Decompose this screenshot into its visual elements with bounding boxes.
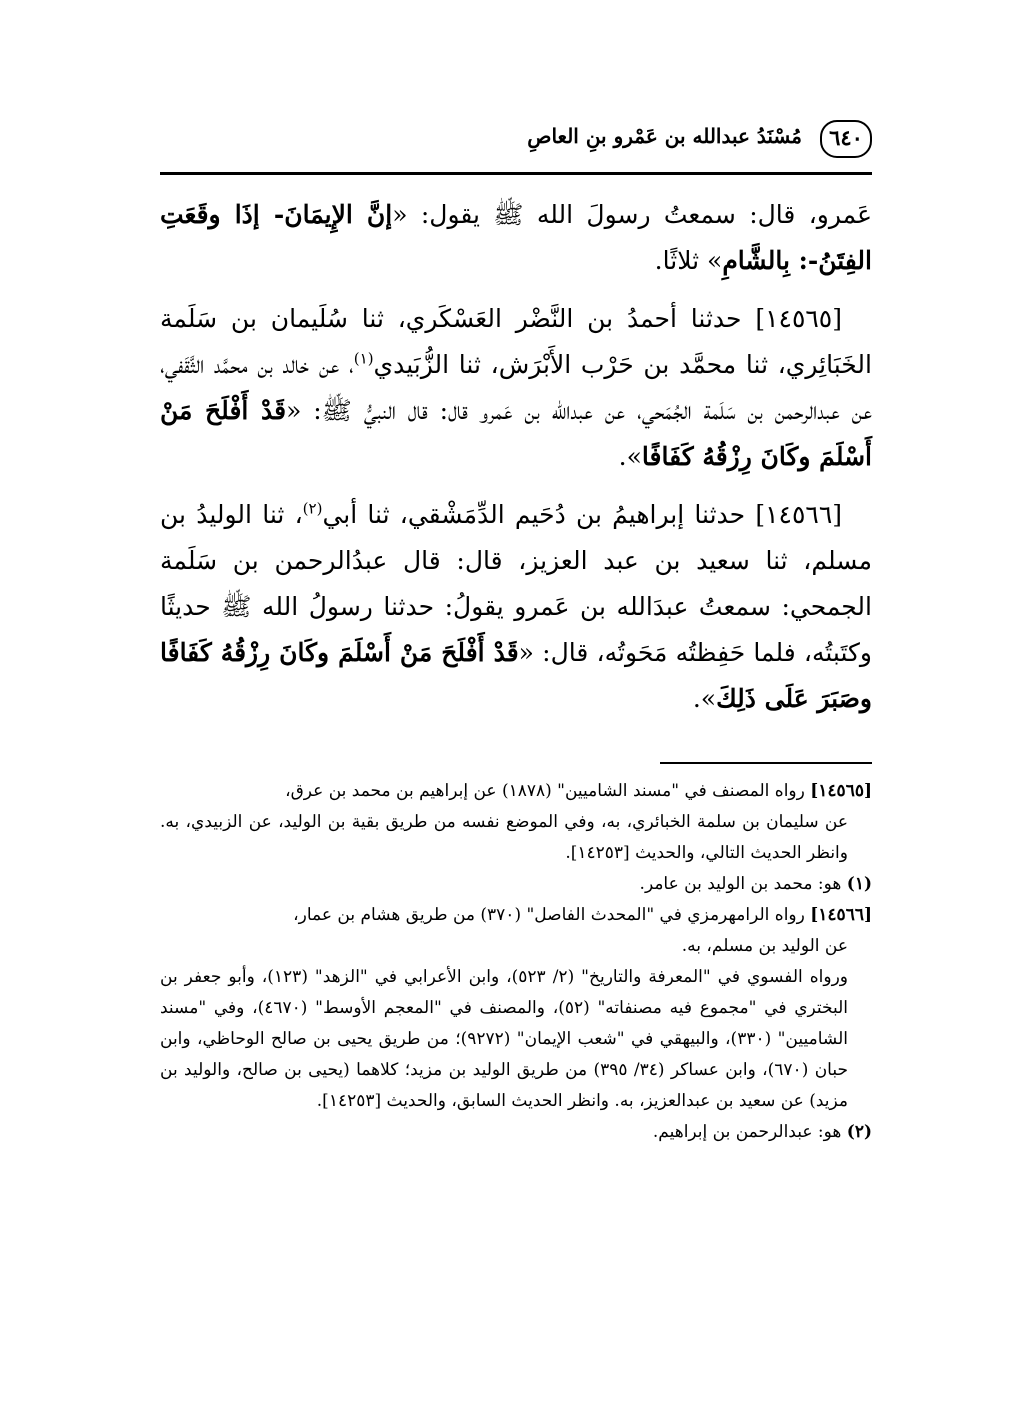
footnote-lead: هو: محمد بن الوليد بن عامر. <box>639 874 847 894</box>
running-title: مُسْنَدُ عبدالله بن عَمْرو بنِ العاصِ <box>527 124 802 148</box>
footnote-key: (٢) <box>846 1122 872 1142</box>
hadith-text: قَدْ أَفْلَحَ مَنْ أَسْلَمَ وكَانَ رِزْقُهُ كَفَافًا وصَبَرَ عَلَى ذَلِكَ <box>160 638 872 713</box>
footnote <box>160 776 872 869</box>
footnote <box>160 900 872 1117</box>
body-paragraph <box>160 296 872 480</box>
footnote-separator <box>660 762 872 764</box>
footnote-lead: رواه المصنف في "مسند الشاميين" (١٨٧٨) عن إبراهيم بن محمد بن عرق، <box>285 781 811 801</box>
text-segment: ، عن خالد بن محمَّد الثَّقَفي، عن عبدالرحمن بن سَلَمة الجُمَحي، عن عبدالله بن عَمرو قال: قال النبيُّ ﷺ: « <box>160 350 873 425</box>
footnote-lead-line <box>160 1117 872 1148</box>
footnote-lead: هو: عبدالرحمن بن إبراهيم. <box>652 1122 847 1142</box>
header-rule <box>160 172 872 175</box>
footnote-extra: ورواه الفسوي في "المعرفة والتاريخ" (٢/ ٥٢٣)، وابن الأعرابي في "الزهد" (١٢٣)، وأبو جعفر بن البختري في "مجموع فيه مصنفاته" (٥٢)، والمصنف في "المعجم الأوسط" (٤٦٧٠)، وفي "مسند الشاميين" (٣٣٠)، والبيهقي في "شعب الإيمان" (٩٢٧٢)؛ من طريق يحيى بن صالح الوحاظي، وابن حبان (٦٧٠)، وابن عساكر (٣٤/ ٣٩٥) من طريق الوليد بن مزيد؛ كلاهما (يحيى بن صالح، والوليد بن مزيد) عن سعيد بن عبدالعزيز، به. وانظر الحديث السابق، والحديث [١٤٢٥٣]. <box>160 967 849 1111</box>
footnote-lead-line <box>160 900 872 931</box>
footnote-continuation: عن سليمان بن سلمة الخبائري، به، وفي الموضع نفسه من طريق بقية بن الوليد، عن الزبيدي، به. وانظر الحديث التالي، والحديث [١٤٢٥٣]. <box>160 812 848 863</box>
page-header <box>160 112 872 174</box>
body-paragraph <box>160 192 872 284</box>
footnote-key: (١) <box>846 874 872 894</box>
footnote-separator-wrap <box>160 734 872 776</box>
text-segment: » ثلاثًا. <box>654 246 723 275</box>
footnote-key: [١٤٥٦٥] <box>810 781 872 801</box>
footnotes <box>160 776 872 1148</box>
page <box>160 112 872 1148</box>
text-segment: ». <box>692 684 717 713</box>
hadith-text: قَدْ أَفْلَحَ مَنْ أَسْلَمَ وكَانَ رِزْقُهُ كَفَافًا <box>160 396 872 471</box>
footnote-lead: رواه الرامهرمزي في "المحدث الفاصل" (٣٧٠) من طريق هشام بن عمار، <box>293 905 811 925</box>
footnote-key: [١٤٥٦٦] <box>810 905 872 925</box>
text-segment: ، ثنا الوليدُ بن مسلم، ثنا سعيد بن عبد العزيز، قال: قال عبدُالرحمن بن سَلَمة الجمحي: سمعتُ عبدَالله بن عَمرو يقولُ: حدثنا رسولُ الله ﷺ حديثًا وكتَبتُه، فلما حَفِظتُه مَحَوتُه، قال: « <box>160 500 872 667</box>
footnote <box>160 869 872 900</box>
footnote-lead-line <box>160 869 872 900</box>
text-segment: حدثنا أحمدُ بن النَّضْر العَسْكَري، ثنا سُلَيمان بن سَلَمة الخَبَائِري، ثنا محمَّد بن حَرْب الأَبْرَش، ثنا الزُّبَيدي <box>160 304 872 379</box>
body-text <box>160 174 872 722</box>
footnote-lead-line <box>160 776 872 807</box>
text-segment: عَمرو، قال: سمعتُ رسولَ الله ﷺ يقول: « <box>392 200 872 229</box>
footnote-marker: (٢) <box>302 499 323 518</box>
footnote-continuation: عن الوليد بن مسلم، به. <box>681 936 848 956</box>
page-number: ٦٤٠ <box>820 120 872 158</box>
hadith-text: إنَّ الإِيمَانَ- إذَا وقَعَتِ الفِتَنُ-: بِالشَّامِ <box>160 200 872 275</box>
text-segment: ». <box>618 442 642 471</box>
text-segment: حدثنا إبراهيمُ بن دُحَيم الدِّمَشْقي، ثنا أبي <box>322 500 746 529</box>
footnote <box>160 1117 872 1148</box>
text-segment: [١٤٥٦٦] <box>745 500 843 529</box>
footnote-marker: (١) <box>353 349 374 368</box>
text-segment: [١٤٥٦٥] <box>741 304 842 333</box>
body-paragraph <box>160 492 872 722</box>
